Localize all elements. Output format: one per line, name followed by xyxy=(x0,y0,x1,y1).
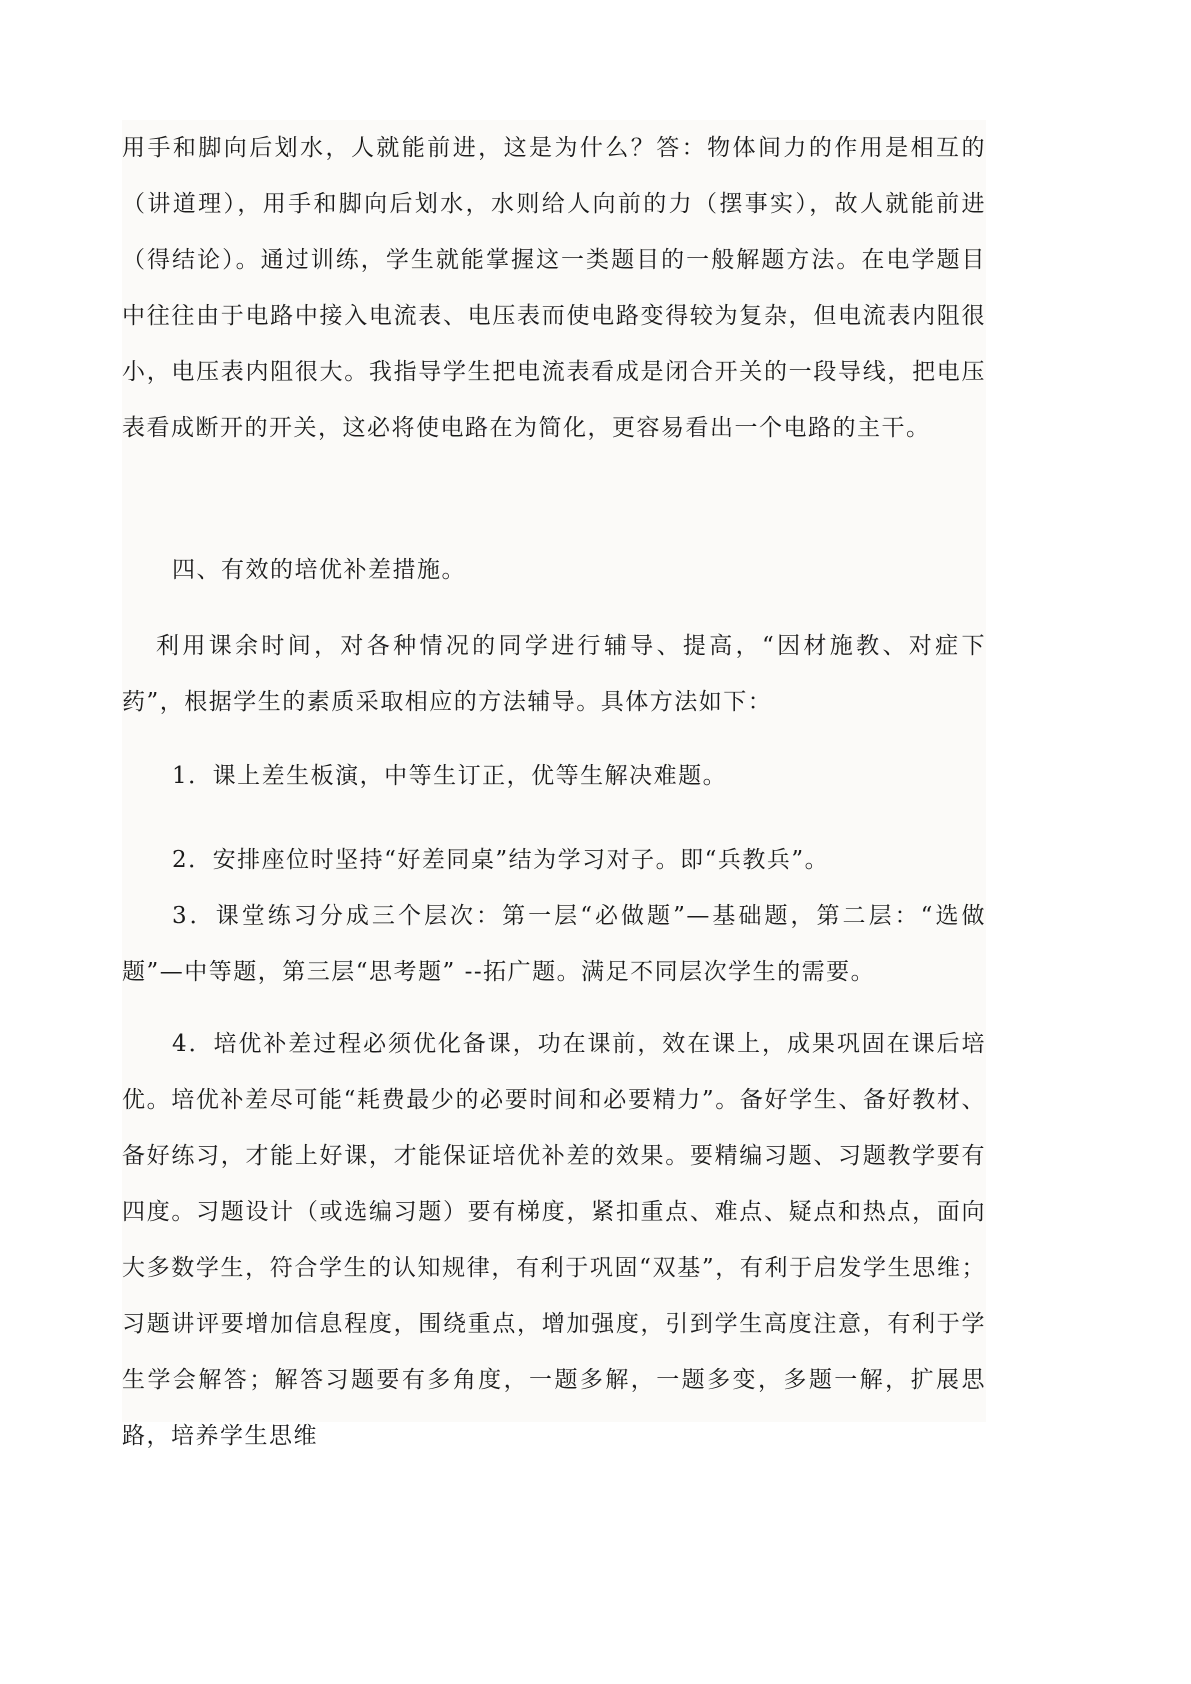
section-heading-4: 四、有效的培优补差措施。 xyxy=(172,557,466,583)
list-item-1: 1．课上差生板演，中等生订正，优等生解决难题。 xyxy=(172,763,728,789)
list-item-3: 3．课堂练习分成三个层次：第一层“必做题”—基础题，第二层：“选做题”—中等题，第三层“思考题” --拓广题。满足不同层次学生的需要。 xyxy=(122,903,986,985)
text-body xyxy=(122,120,986,1449)
paragraph-tutoring-intro: 利用课余时间，对各种情况的同学进行辅导、提高，“因材施教、对症下药”，根据学生的素质采取相应的方法辅导。具体方法如下： xyxy=(122,633,986,715)
list-item-4: 4．培优补差过程必须优化备课，功在课前，效在课上，成果巩固在课后培优。培优补差尽可能“耗费最少的必要时间和必要精力”。备好学生、备好教材、备好练习，才能上好课，才能保证培优补差的效果。要精编习题、习题教学要有四度。习题设计（或选编习题）要有梯度，紧扣重点、难点、疑点和热点，面向大多数学生，符合学生的认知规律，有利于巩固“双基”，有利于启发学生思维；习题讲评要增加信息程度，围绕重点，增加强度，引到学生高度注意，有利于学生学会解答；解答习题要有多角度，一题多解，一题多变，多题一解，扩展思路，培养学生思维 xyxy=(122,1031,986,1449)
paragraph-electric-circuit: 用手和脚向后划水，人就能前进，这是为什么？答：物体间力的作用是相互的（讲道理），用手和脚向后划水，水则给人向前的力（摆事实），故人就能前进（得结论）。通过训练，学生就能掌握这一类题目的一般解题方法。在电学题目中往往由于电路中接入电流表、电压表而使电路变得较为复杂，但电流表内阻很小，电压表内阻很大。我指导学生把电流表看成是闭合开关的一段导线，把电压表看成断开的开关，这必将使电路在为简化，更容易看出一个电路的主干。 xyxy=(122,135,986,441)
list-item-2: 2．安排座位时坚持“好差同桌”结为学习对子。即“兵教兵”。 xyxy=(172,847,830,873)
